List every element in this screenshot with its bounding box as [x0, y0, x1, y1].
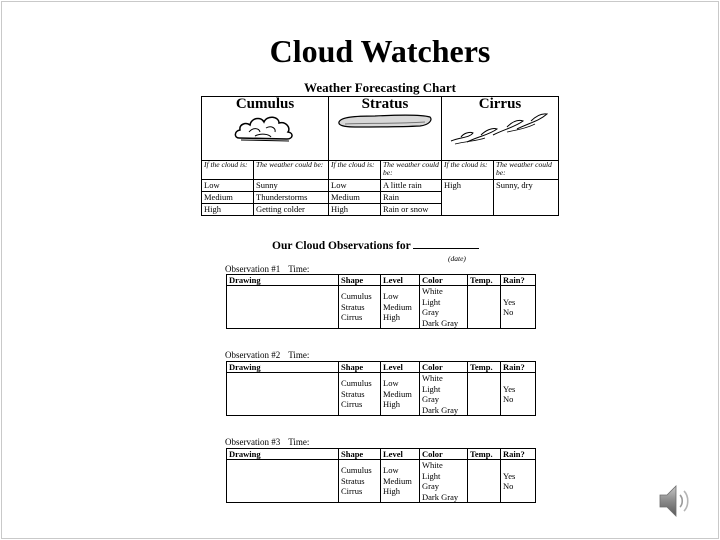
cirrus-weather: Sunny, dry: [494, 179, 559, 215]
stratus-name: Stratus: [361, 96, 409, 112]
cumulus-level: High: [202, 203, 254, 215]
shape-option: Stratus: [341, 475, 365, 486]
col-weather: The weather could be:: [494, 160, 559, 179]
level-option: Medium: [383, 475, 412, 486]
drawing-area[interactable]: [227, 286, 339, 329]
level-options[interactable]: [381, 373, 420, 416]
header-drawing: Drawing: [227, 362, 339, 373]
time-label: Time:: [288, 264, 310, 274]
level-option: Low: [383, 465, 399, 476]
color-option: Dark Gray: [422, 491, 459, 502]
shape-option: Stratus: [341, 388, 365, 399]
color-option: Light: [422, 383, 441, 394]
col-if-cloud: If the cloud is:: [442, 160, 494, 179]
header-shape: Shape: [339, 449, 381, 460]
shape-option: Cirrus: [341, 312, 363, 323]
shape-options[interactable]: [339, 286, 381, 329]
color-option: Light: [422, 296, 441, 307]
temp-field[interactable]: [468, 373, 501, 416]
color-option: Light: [422, 470, 441, 481]
cumulus-weather: Sunny: [254, 179, 329, 191]
header-temp: Temp.: [468, 275, 501, 286]
color-options[interactable]: [420, 373, 468, 416]
rain-options[interactable]: [501, 373, 536, 416]
col-weather: The weather could be:: [254, 160, 329, 179]
cumulus-cloud-icon: [233, 111, 297, 143]
level-option: Medium: [383, 301, 412, 312]
header-shape: Shape: [339, 362, 381, 373]
col-weather: The weather could be:: [381, 160, 442, 179]
observations-heading-text: Our Cloud Observations for: [272, 240, 411, 252]
header-color: Color: [420, 362, 468, 373]
header-level: Level: [381, 449, 420, 460]
observation-number: Observation #1: [225, 264, 281, 274]
shape-option: Cirrus: [341, 486, 363, 497]
cumulus-level: Medium: [202, 191, 254, 203]
rain-option: Yes: [503, 296, 516, 307]
stratus-level: Medium: [329, 191, 381, 203]
drawing-area[interactable]: [227, 460, 339, 503]
header-drawing: Drawing: [227, 275, 339, 286]
rain-option: No: [503, 394, 514, 404]
observation-table: [226, 448, 536, 503]
color-options[interactable]: [420, 460, 468, 503]
color-option: White: [422, 373, 443, 383]
date-blank[interactable]: [413, 248, 479, 249]
cumulus-name: Cumulus: [235, 96, 295, 112]
color-options[interactable]: [420, 286, 468, 329]
header-temp: Temp.: [468, 362, 501, 373]
shape-options[interactable]: [339, 373, 381, 416]
color-option: White: [422, 286, 443, 296]
header-drawing: Drawing: [227, 449, 339, 460]
stratus-weather: Rain: [381, 191, 442, 203]
cumulus-weather: Thunderstorms: [254, 191, 329, 203]
level-option: High: [383, 312, 400, 323]
header-level: Level: [381, 362, 420, 373]
cumulus-weather: Getting colder: [254, 203, 329, 215]
header-rain: Rain?: [501, 275, 536, 286]
level-options[interactable]: [381, 460, 420, 503]
color-option: Dark Gray: [422, 404, 459, 415]
cirrus-name: Cirrus: [478, 96, 522, 112]
shape-option: Cumulus: [341, 378, 372, 389]
cumulus-level: Low: [202, 179, 254, 191]
cirrus-level: High: [442, 179, 494, 215]
header-color: Color: [420, 449, 468, 460]
speaker-icon[interactable]: [657, 481, 693, 521]
col-if-cloud: If the cloud is:: [329, 160, 381, 179]
color-option: Dark Gray: [422, 317, 459, 328]
shape-option: Cumulus: [341, 291, 372, 302]
rain-option: No: [503, 307, 514, 317]
level-option: Low: [383, 378, 399, 389]
time-label: Time:: [288, 437, 310, 447]
observation-label: [225, 264, 309, 274]
level-option: High: [383, 399, 400, 410]
stratus-level: Low: [329, 179, 381, 191]
rain-options[interactable]: [501, 286, 536, 329]
level-option: High: [383, 486, 400, 497]
header-color: Color: [420, 275, 468, 286]
shape-option: Cumulus: [341, 465, 372, 476]
observation-label: [225, 350, 309, 360]
stratus-level: High: [329, 203, 381, 215]
observation-number: Observation #3: [225, 437, 281, 447]
header-shape: Shape: [339, 275, 381, 286]
temp-field[interactable]: [468, 286, 501, 329]
header-rain: Rain?: [501, 362, 536, 373]
stratus-cloud-icon: [335, 111, 435, 131]
header-temp: Temp.: [468, 449, 501, 460]
level-option: Low: [383, 291, 399, 302]
color-option: White: [422, 460, 443, 470]
header-rain: Rain?: [501, 449, 536, 460]
shape-option: Cirrus: [341, 399, 363, 410]
rain-option: Yes: [503, 383, 516, 394]
stratus-weather: A little rain: [381, 179, 442, 191]
col-if-cloud: If the cloud is:: [202, 160, 254, 179]
stratus-header-cell: [329, 97, 442, 161]
observations-heading: [272, 240, 479, 252]
temp-field[interactable]: [468, 460, 501, 503]
color-option: Gray: [422, 481, 439, 491]
header-level: Level: [381, 275, 420, 286]
observation-table: [226, 274, 536, 329]
stratus-weather: Rain or snow: [381, 203, 442, 215]
rain-option: Yes: [503, 470, 516, 481]
shape-options[interactable]: [339, 460, 381, 503]
rain-options[interactable]: [501, 460, 536, 503]
observation-number: Observation #2: [225, 350, 281, 360]
color-option: Gray: [422, 307, 439, 317]
forecast-table: [201, 96, 559, 216]
level-options[interactable]: [381, 286, 420, 329]
date-caption: (date): [448, 254, 466, 263]
cirrus-cloud-icon: [447, 111, 553, 147]
shape-option: Stratus: [341, 301, 365, 312]
level-option: Medium: [383, 388, 412, 399]
cirrus-header-cell: [442, 97, 559, 161]
color-option: Gray: [422, 394, 439, 404]
time-label: Time:: [288, 350, 310, 360]
chart-subtitle: Weather Forecasting Chart: [304, 80, 456, 95]
rain-option: No: [503, 481, 514, 491]
observation-table: [226, 361, 536, 416]
drawing-area[interactable]: [227, 373, 339, 416]
observation-label: [225, 437, 309, 447]
page-title: Cloud Watchers: [269, 33, 491, 69]
cumulus-header-cell: [202, 97, 329, 161]
